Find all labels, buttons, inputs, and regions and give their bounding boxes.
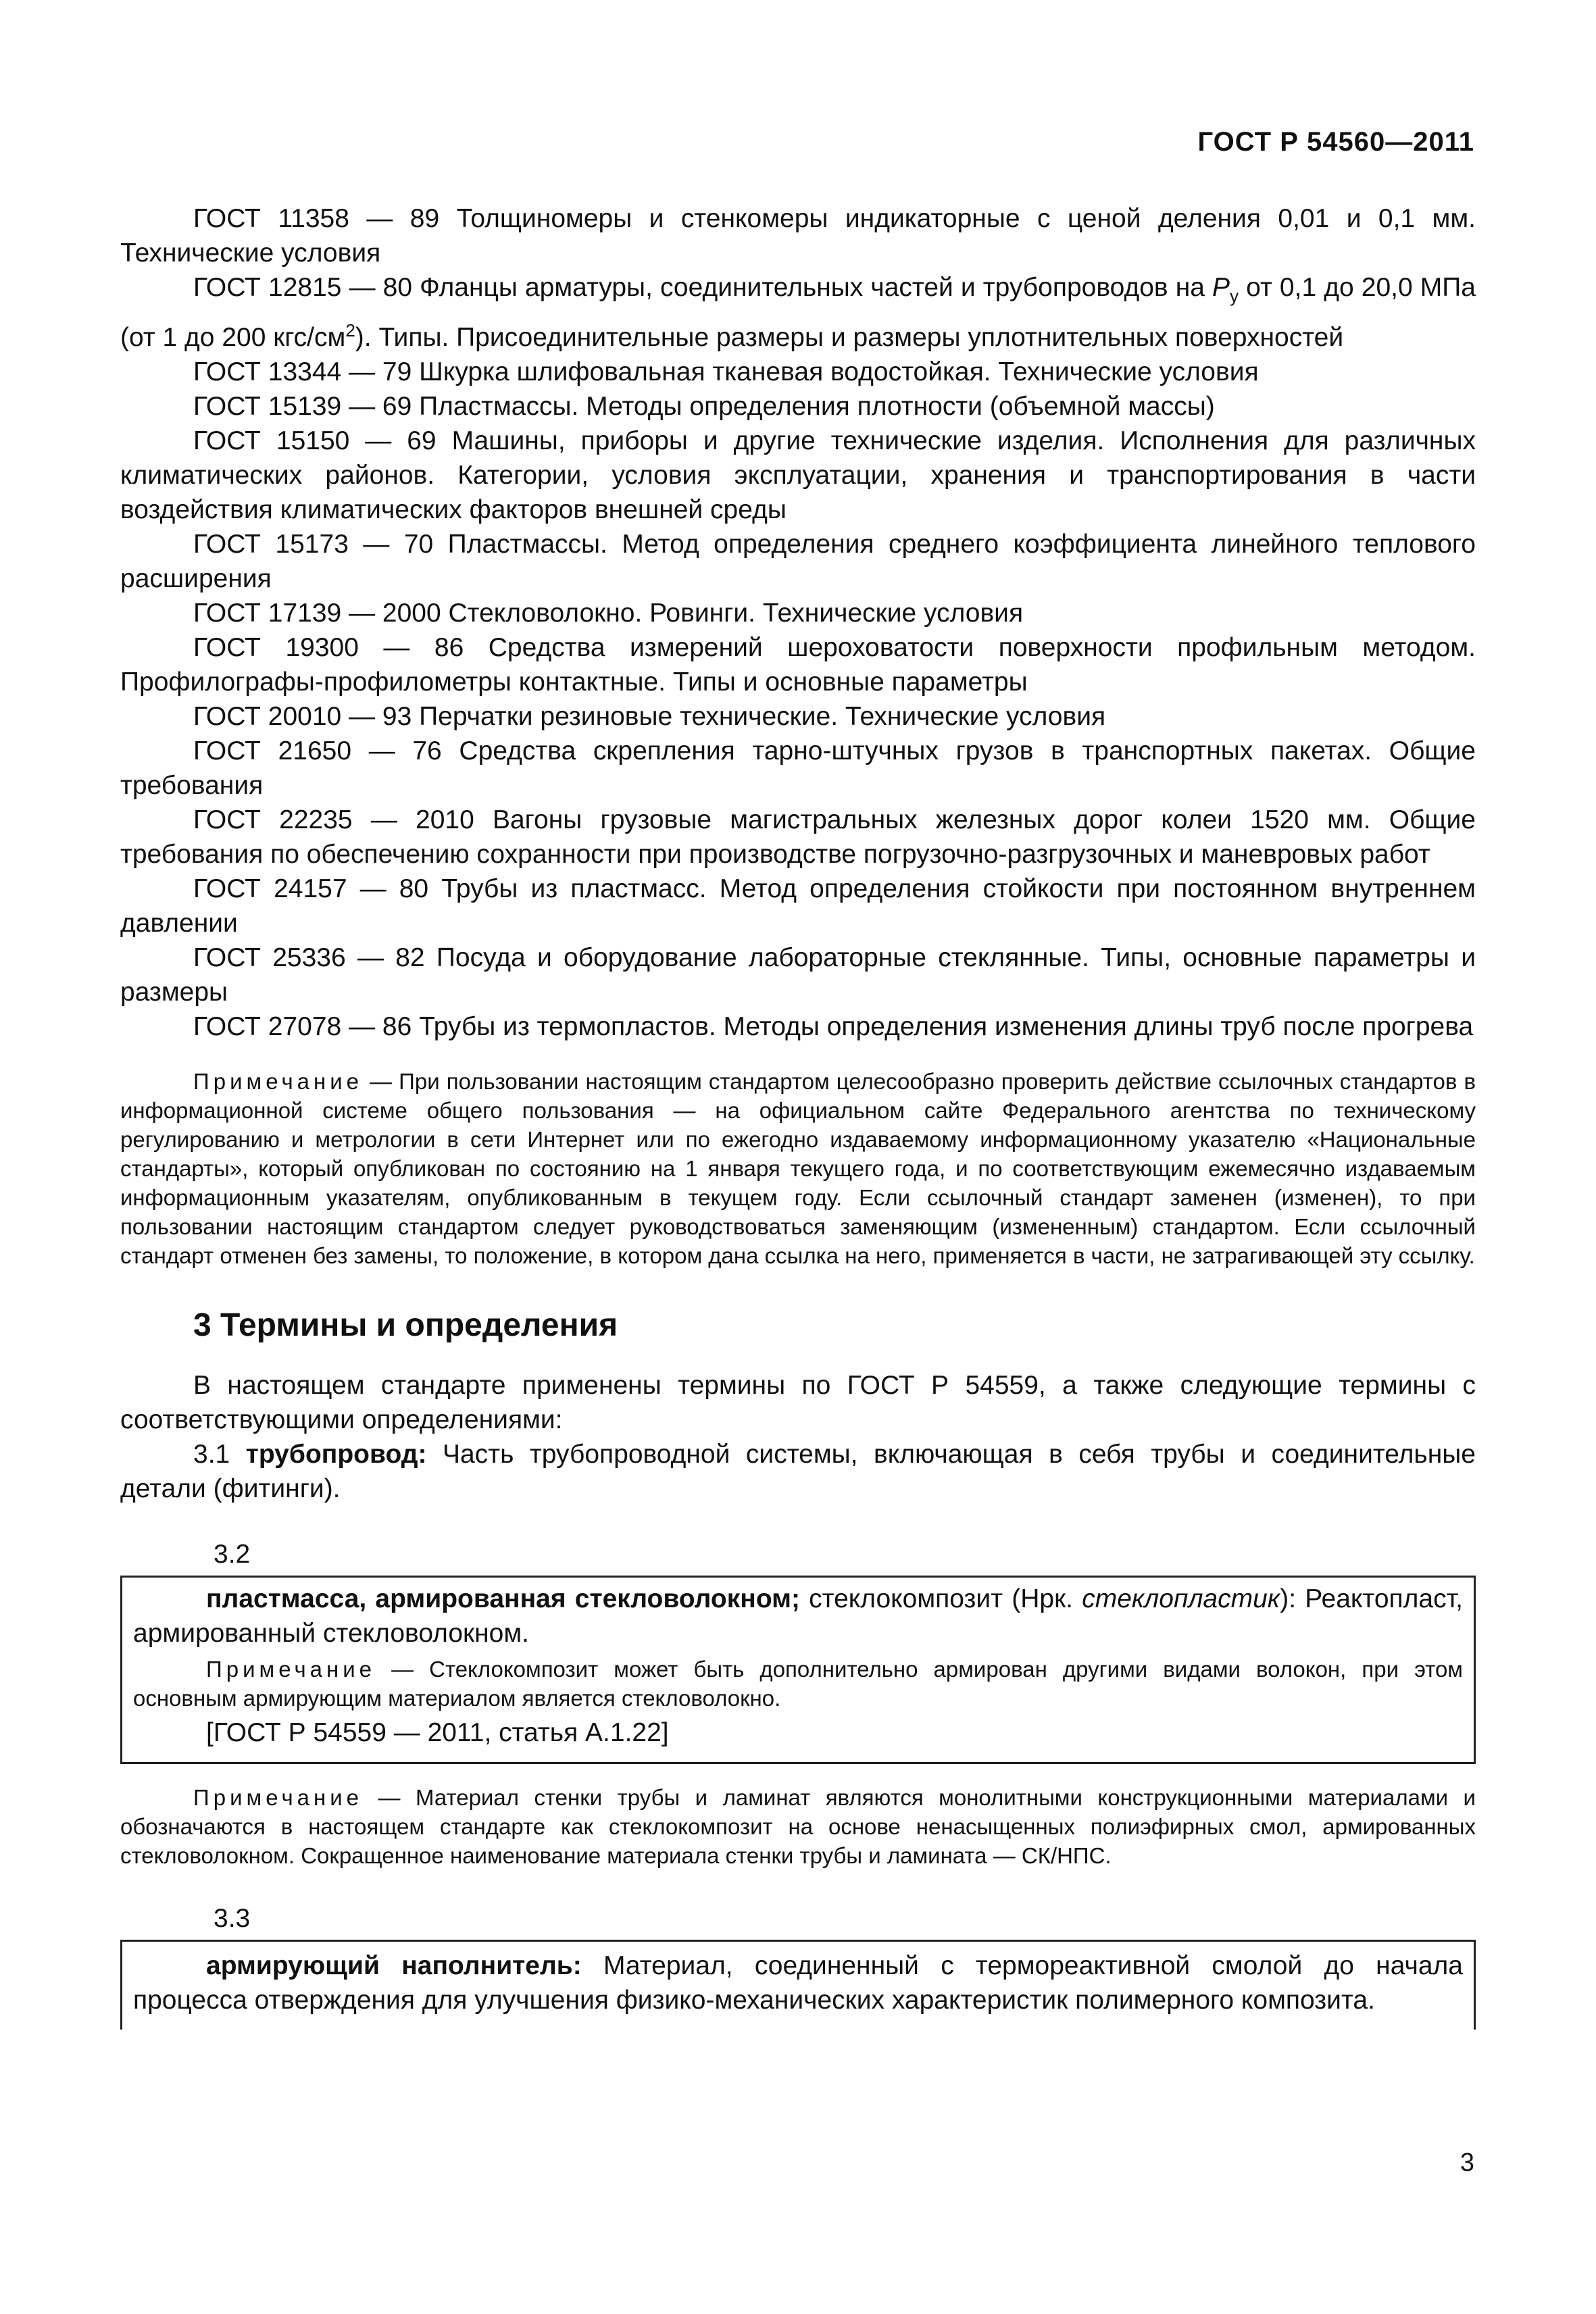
- term-box-3-2: [120, 1576, 1476, 1764]
- term-3-2-source: [ГОСТ Р 54559 — 2011, статья А.1.22]: [206, 1717, 669, 1747]
- ref-item: ГОСТ 20010 — 93 Перчатки резиновые технические. Технические условия: [193, 701, 1106, 731]
- term-3-3: армирующий наполнитель: Материал, соединенный с термореактивной смолой до начала процесса отверждения для улучшения физико-механических характеристик полимерного композита.: [133, 1951, 1463, 2015]
- ref-item: ГОСТ 21650 — 76 Средства скрепления тарно-штучных грузов в транспортных пакетах. Общие требования: [120, 736, 1476, 800]
- note-material: Примечание — Материал стенки трубы и ламинат являются монолитными конструкционными материалами и обозначаются в настоящем стандарте как стеклокомпозит на основе ненасыщенных полиэфирных смол, армированных стекловолокном. Сокращенное наименование материала стенки трубы и ламината — СК/НПС.: [120, 1784, 1476, 1868]
- ref-item: ГОСТ 15173 — 70 Пластмассы. Метод определения среднего коэффициента линейного теплового расширения: [120, 529, 1476, 593]
- page-number: 3: [1460, 2148, 1474, 2177]
- ref-item: ГОСТ 13344 — 79 Шкурка шлифовальная тканевая водостойкая. Технические условия: [193, 357, 1259, 386]
- ref-item: ГОСТ 22235 — 2010 Вагоны грузовые магистральных железных дорог колеи 1520 мм. Общие требования по обеспечению сохранности при производстве погрузочно-разгрузочных и маневровых работ: [120, 805, 1476, 869]
- ref-item: ГОСТ 11358 — 89 Толщиномеры и стенкомеры индикаторные с ценой деления 0,01 и 0,1 мм. Технические условия: [120, 204, 1476, 268]
- page-content: [120, 201, 1476, 2030]
- ref-item: ГОСТ 15139 — 69 Пластмассы. Методы определения плотности (объемной массы): [193, 391, 1215, 421]
- ref-item: ГОСТ 15150 — 69 Машины, приборы и другие технические изделия. Исполнения для различных климатических районов. Категории, условия эксплуатации, хранения и транспортирования в части воздействия климатических факторов внешней среды: [120, 426, 1476, 524]
- note-references: Примечание — При пользовании настоящим стандартом целесообразно проверить действие ссылочных стандартов в информационной системе общего пользования — на официальном сайте Федерального агентства по техническому регулированию и метрологии в сети Интернет или по ежегодно издаваемому информационному указателю «Национальные стандарты», который опубликован по состоянию на 1 января текущего года, и по соответствующим ежемесячно издаваемым информационным указателям, опубликованным в текущем году. Если ссылочный стандарт заменен (изменен), то при пользовании настоящим стандартом следует руководствоваться заменяющим (измененным) стандартом. Если ссылочный стандарт отменен без замены, то положение, в котором дана ссылка на него, применяется в части, не затрагивающей эту ссылку.: [120, 1068, 1476, 1268]
- ref-item: ГОСТ 19300 — 86 Средства измерений шероховатости поверхности профильным методом. Профилографы-профилометры контактные. Типы и основные параметры: [120, 632, 1476, 697]
- ref-item: ГОСТ 17139 — 2000 Стекловолокно. Ровинги. Технические условия: [193, 598, 1024, 628]
- term-3-2-note: Примечание — Стеклокомпозит может быть дополнительно армирован другими видами волокон, при этом основным армирующим материалом является стекловолокно.: [133, 1656, 1463, 1711]
- term-3-2: пластмасса, армированная стекловолокном; стеклокомпозит (Нрк. стеклопластик): Реактопласт, армированный стекловолокном.: [133, 1584, 1463, 1648]
- document-header: ГОСТ Р 54560—2011: [1197, 127, 1474, 157]
- term-3-1: 3.1 трубопровод: Часть трубопроводной системы, включающая в себя трубы и соединительные детали (фитинги).: [120, 1439, 1476, 1503]
- ref-item: ГОСТ 25336 — 82 Посуда и оборудование лабораторные стеклянные. Типы, основные параметры и размеры: [120, 942, 1476, 1007]
- section-title: 3 Термины и определения: [193, 1307, 618, 1343]
- ref-item: ГОСТ 27078 — 86 Трубы из термопластов. Методы определения изменения длины труб после прогрева: [193, 1011, 1474, 1041]
- ref-item: ГОСТ 12815 — 80 Фланцы арматуры, соединительных частей и трубопроводов на $P_у$ от 0,1 до 20,0 МПа (от 1 до 200 кгс/$см^2$). Типы. Присоединительные размеры и размеры уплотнительных поверхностей: [120, 273, 1476, 352]
- term-number: 3.2: [214, 1539, 251, 1569]
- ref-item: ГОСТ 24157 — 80 Трубы из пластмасс. Метод определения стойкости при постоянном внутреннем давлении: [120, 874, 1476, 938]
- term-box-3-3: [120, 1940, 1476, 2030]
- section-intro: В настоящем стандарте применены термины по ГОСТ Р 54559, а также следующие термины с соответствующими определениями:: [120, 1370, 1476, 1434]
- term-number: 3.3: [214, 1903, 251, 1933]
